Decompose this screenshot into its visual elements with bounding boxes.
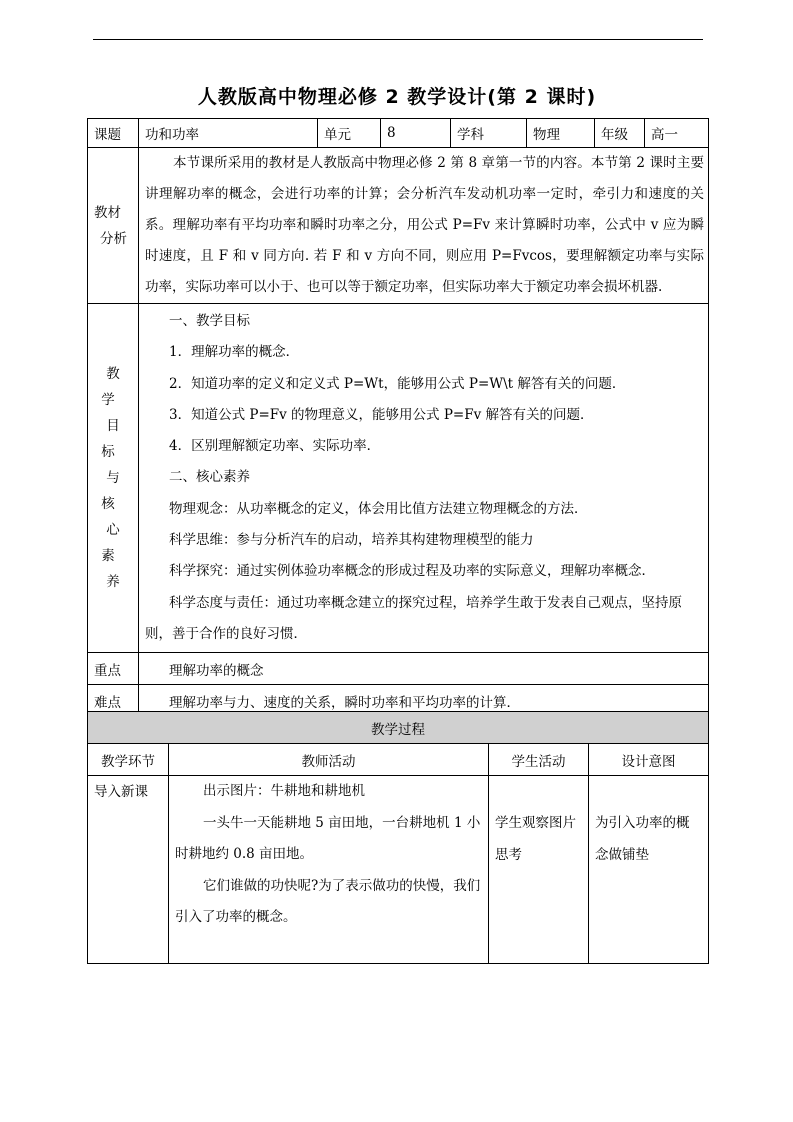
column-teacher: 教师活动 xyxy=(169,744,489,776)
teacher-cell xyxy=(169,776,489,964)
goal-item: 4．区别理解额定功率、实际功率． xyxy=(169,438,381,455)
stage-cell: 导入新课 xyxy=(88,776,169,964)
goal-heading-objectives: 一、教学目标 xyxy=(169,313,250,329)
literacy-item: 科学思维：参与分析汽车的启动，培养其构建物理模型的能力 xyxy=(169,532,534,549)
info-row xyxy=(88,119,709,148)
literacy-item: 科学探究：通过实例体验功率概念的形成过程及功率的实际意义，理解功率概念． xyxy=(169,563,655,580)
document-title: 人教版高中物理必修 2 教学设计(第 2 课时) xyxy=(197,86,597,108)
literacy-item-line2: 则，善于合作的良好习惯． xyxy=(145,625,307,642)
lesson-info-table xyxy=(87,118,709,717)
teacher-activity: 一头牛一天能耕地 5 亩田地，一台耕地机 1 小时耕地约 0.8 亩田地。 xyxy=(175,814,481,862)
analysis-row xyxy=(88,148,709,304)
subject-value: 物理 xyxy=(527,119,595,148)
goals-label-2: 目标 xyxy=(101,418,130,461)
goals-label-1: 教学 xyxy=(101,366,130,409)
column-student: 学生活动 xyxy=(489,744,589,776)
goals-label-3: 与核 xyxy=(101,470,130,513)
goals-row xyxy=(88,304,709,653)
goal-item: 2．知道功率的定义和定义式 P=Wt，能够用公式 P=W\t 解答有关的问题． xyxy=(169,375,626,392)
literacy-item-line1: 科学态度与责任：通过功率概念建立的探究过程，培养学生敢于发表自己观点，坚持原 xyxy=(169,594,682,611)
grade-label: 年级 xyxy=(595,119,645,148)
teacher-activity: 出示图片：牛耕地和耕地机 xyxy=(203,783,365,799)
goals-label-5: 养 xyxy=(106,574,130,591)
column-stage: 教学环节 xyxy=(88,744,169,776)
goal-heading-literacy: 二、核心素养 xyxy=(169,469,250,486)
unit-value: 8 xyxy=(381,119,451,148)
analysis-label xyxy=(88,148,139,304)
unit-label: 单元 xyxy=(318,119,381,148)
key-point-label: 重点 xyxy=(88,653,139,685)
literacy-item: 物理观念：从功率概念的定义，体会用比值方法建立物理概念的方法． xyxy=(169,500,588,517)
process-row xyxy=(88,776,709,964)
analysis-text: 本节课所采用的教材是人教版高中物理必修 2 第 8 章第一节的内容。本节第 2 课时主要讲理解功率的概念，会进行功率的计算；会分析汽车发动机功率一定时，牵引力和速度的关系。理解功率有平均功率和瞬时功率之分，用公式 P=Fv 来计算瞬时功率，公式中 v 应为瞬时速度，且 F 和 v 同方向. 若 F 和 v 方向不同，则应用 P=Fvcos，要理解额定功率与实际功率，实际功率可以小于、也可以等于额定功率，但实际功率大于额定功率会损坏机器. xyxy=(139,148,709,304)
difficulty-text: 理解功率与力、速度的关系，瞬时功率和平均功率的计算． xyxy=(139,685,709,717)
goals-label xyxy=(88,304,139,653)
process-header-row xyxy=(88,712,709,744)
analysis-label-line1: 教材 xyxy=(94,204,121,221)
goals-label-4: 心素 xyxy=(101,522,130,565)
analysis-label-line2: 分析 xyxy=(100,230,127,247)
teaching-process-table xyxy=(87,711,709,964)
difficulty-label: 难点 xyxy=(88,685,139,717)
subject-label: 学科 xyxy=(451,119,527,148)
intent-cell: 为引入功率的概念做铺垫 xyxy=(589,776,709,964)
goals-content xyxy=(139,304,709,653)
student-cell: 学生观察图片思考 xyxy=(489,776,589,964)
grade-value: 高一 xyxy=(645,119,709,148)
topic-label: 课题 xyxy=(88,119,139,148)
key-point-text: 理解功率的概念 xyxy=(139,653,709,685)
key-point-row xyxy=(88,653,709,685)
header-rule xyxy=(93,39,703,40)
process-columns-row xyxy=(88,744,709,776)
topic-value: 功和功率 xyxy=(139,119,318,148)
column-intent: 设计意图 xyxy=(589,744,709,776)
teacher-activity: 它们谁做的功快呢?为了表示做功的快慢，我们引入了功率的概念。 xyxy=(175,877,481,925)
goal-item: 3．知道公式 P=Fv 的物理意义，能够用公式 P=Fv 解答有关的问题． xyxy=(169,406,594,423)
process-header: 教学过程 xyxy=(88,712,709,744)
goal-item: 1．理解功率的概念． xyxy=(169,344,300,361)
